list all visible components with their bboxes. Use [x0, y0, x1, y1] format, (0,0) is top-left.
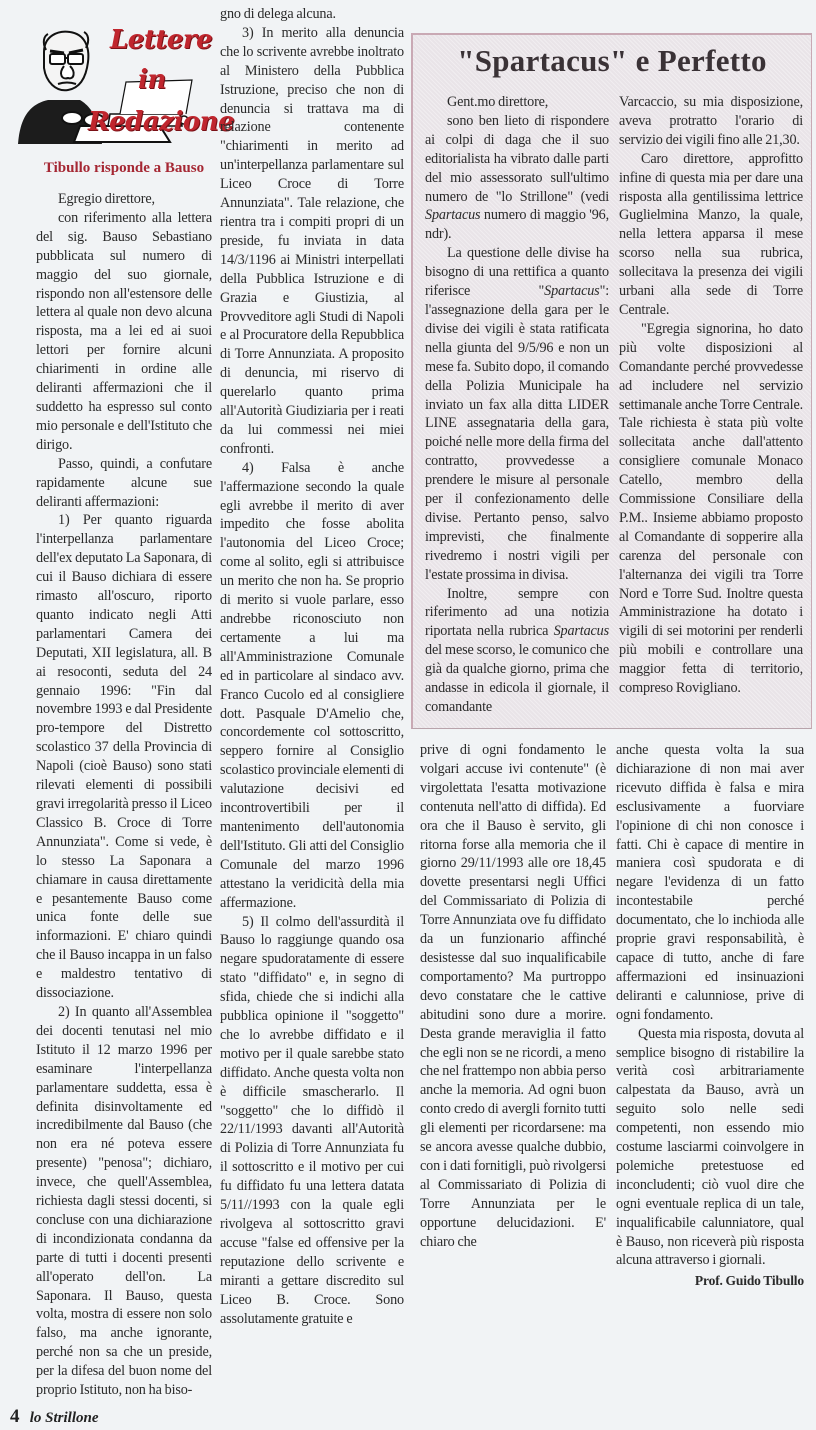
paragraph: 3) In merito alla denuncia che lo scrivente avrebbe inoltrato al Ministero della Pubblica Istruzione, preciso che non di denuncia si trattava ma di relazione contenente "chiarimenti in merito ad un'interpellanza parlamentare sul Liceo Croce di Torre Annunziata". Tale relazione, che rientra tra i compiti propri di un preside, fu inviata in data 14/3/1196 ai Ministri interpellati della Pubblica Istruzione e di Grazia e Giustizia, al Provveditore agli Studi di Napoli e al Procuratore della Repubblica di Torre Annunziata. A proposito di denuncia, mi riservo di querelarlo quanto prima all'Autorità Giudiziaria per i reati da lui commessi nei miei confronti. [220, 24, 404, 457]
section-logo [10, 22, 235, 152]
paragraph: prive di ogni fondamento le volgari accuse ivi contenute" (è virgolettata l'esatta motivazione contenuta nell'atto di diffida). Ed ora che il Bauso è servito, gli ritorna forse alla memoria che il giorno 29/11/1993 alle ore 18,45 dovette presentarsi negli Uffici del Commissariato di Polizia di Torre Annunziata ove fu diffidato da un funzionario affinché desistesse dal suo inqualificabile comportamento? Ma purtroppo devo constatare che le cattive abitudini sono dure a morire. Desta grande meraviglia il fatto che egli non se ne ricordi, a meno che nel frattempo non abbia perso anche la memoria. Ad ogni buon conto credo di avergli fornito tutti gli elementi per ricordarsene: ma se ancora avesse qualche dubbio, con i dati fornitigli, può rivolgersi al Commissariato di Polizia di Torre Annunziata per le opportune delucidazioni. E' chiaro che [420, 742, 606, 1250]
letter-column-4 [616, 741, 804, 1291]
logo-text-in: in [138, 65, 166, 95]
italic-spartacus: Spartacus [425, 207, 481, 224]
spartacus-box [411, 33, 812, 729]
signature: Prof. Guido Tibullo [694, 1273, 804, 1289]
italic-spartacus: Spartacus [553, 623, 609, 640]
box-title: "Spartacus" e Perfetto [457, 43, 767, 78]
paragraph: Questa mia risposta, dovuta al semplice bisogno di ristabilire la verità così arbitrariamente calpestata da Bauso, avrà un seguito solo nelle sedi competenti, non essendo mio costume lasciarmi coinvolgere in polemiche pretestuose ed inconcludenti; ciò vuol dire che ogni eventuale replica di un tale, inqualificabile calunniatore, qual è Bauso, non riceverà più risposta alcuna attraverso i giornali. [616, 1025, 804, 1269]
paragraph: gno di delega alcuna. [220, 6, 336, 22]
article-headline: Tibullo risponde a Bauso [43, 160, 205, 176]
salutation: Gent.mo direttore, [447, 94, 549, 110]
box-column-1 [425, 93, 609, 717]
letter-column-3 [420, 741, 606, 1251]
page-number: 4 [10, 1406, 20, 1427]
paragraph: 5) Il colmo dell'assurdità il Bauso lo raggiunge quando osa negare spudoratamente di essere stato "diffidato" e, in segno di sfida, chiede che si indichi alla pubblica opinione il "soggetto" che lo avrebbe diffidato e il motivo per il quale sarebbe stato diffidato. Anche questa volta non è difficile smascherarlo. Il "soggetto" che lo diffidò il 22/11/1993 davanti all'Autorità di Polizia di Torre Annunziata fu il sottoscritto e il motivo per cui fu diffidato fu una lettera datata 5/11//1993 con la quale egli rivolgeva al sottoscritto gravi accuse "false ed offensive per la reputazione dello scrivente e miranti a gettare discredito sul Liceo B. Croce. Sono assolutamente gratuite e [220, 913, 404, 1327]
paragraph: con riferimento alla lettera del sig. Bauso Sebastiano pubblicata sul numero di maggio del suo giornale, rispondo non all'estensore delle lettera al quale non devo alcuna risposta, ma a lei ed ai suoi lettori per fornire alcuni chiarimenti in ordine alle deliranti affermazioni che il suddetto ha espresso sul conto mio personale e dell'Istituto che dirigo. [36, 209, 212, 453]
magazine-name: lo Strillone [29, 1410, 99, 1426]
letter-column-1 [36, 190, 212, 1400]
page-footer [10, 1406, 99, 1428]
paragraph: 1) Per quanto riguarda l'interpellanza parlamentare dell'ex deputato La Saponara, di cui il Bauso dichiara di essere rimasto all'oscuro, riporto quanto indicato negli Atti parlamentari Camera dei Deputati, XII legislatura, all. B ai resoconti, seduta del 24 gennaio 1996: "Fin dal novembre 1993 e dal Presidente pro-tempore del Distretto scolastico 37 della Provincia di Napoli (cioè Bauso) sono stati rilevati elementi di possibili gravi irregolarità presso il Liceo Classico B. Croce di Torre Annunziata". Come si vede, è lo stesso La Saponara a chiamare in causa direttamente e pesantemente Bauso come unica fonte delle sue informazioni. E' chiaro quindi che il Bauso incappa in un falso e maldestro tentativo di dissociazione. [36, 512, 212, 1002]
paragraph: La questione delle divise ha bisogno di una rettifica a quanto riferisce "Spartacus": l'assegnazione della gara per le divise dei vigili è stata ratificata nella giunta del 9/5/96 e non un mese fa. Subito dopo, il comando della Polizia Municipale ha inviato un fax alla ditta LIDER LINE assegnataria della gara, poiché nelle more della firma del contratto, provvedesse a prendere le misure al personale per il confezionamento delle divise. Pertanto penso, salvo imprevisti, che finalmente rivedremo i nostri vigili per l'estate prossima in divisa. [425, 245, 609, 583]
paragraph: 4) Falsa è anche l'affermazione secondo la quale egli avrebbe il merito di aver impedito che fosse abolita l'autonomia del Liceo Croce; come al solito, egli si attribuisce un merito che non ha. Se proprio di merito si vuole parlare, esso andrebbe riconosciuto non certamente a lui ma all'Amministrazione Comunale ed in particolare al sindaco avv. Franco Cucolo ed al consigliere dott. Pasquale D'Amelio che, concordemente col sottoscritto, seppero fornire al Consiglio scolastico provinciale elementi di valutazione decisivi ed incontrovertibili per il mantenimento dell'autonomia dell'Istituto. Gli atti del Consiglio Comunale del marzo 1996 attestano la veridicità della mia affermazione. [220, 459, 404, 911]
paragraph: 2) In quanto all'Assemblea dei docenti tenutasi nel mio Istituto il 12 marzo 1996 per esaminare l'interpellanza parlamentare suddetta, essa è definita disinvoltamente ed incredibilmente dal Bauso (che non era né poteva essere presente) "penosa"; dichiaro, invece, che quell'Assemblea, richiesta dagli stessi docenti, si concluse con una dichiarazione di incondizionata condanna da parte di tutti i docenti presenti all'operato dell'on. La Saponara. Il Bauso, questa volta, mostra di essere non solo falso, ma anche ignorante, perché non sa che un preside, per la difesa del buon nome del proprio Istituto, non ha biso- [36, 1003, 212, 1399]
paragraph: Varcaccio, su mia disposizione, aveva protratto l'orario di servizio dei vigili fino alle 21,30. [619, 94, 803, 148]
logo-text-redazione: Redazione [88, 107, 235, 137]
paragraph: Passo, quindi, a confutare rapidamente alcune sue deliranti affermazioni: [36, 455, 212, 510]
paragraph: sono ben lieto di rispondere ai colpi di daga che il suo editorialista ha vibrato dalle parti del mio assessorato sull'ultimo numero de "lo Strillone" (vedi Spartacus numero di maggio '96, ndr). [425, 112, 609, 243]
paragraph: Caro direttore, approfitto infine di questa mia per dare una risposta alla gentilissima lettrice Guglielmina Manzo, la quale, nella lettera apparsa il mese scorso nella sua rubrica, sollecitava la presenza dei vigili urbani alla sede di Torre Centrale. [619, 150, 803, 318]
paragraph: anche questa volta la sua dichiarazione di non mai aver ricevuto diffida è falsa e mira esclusivamente a fuorviare l'opinione di chi non conosce i fatti. Chi è capace di mentire in maniera così spudorata e di negare l'evidenza di un fatto incontestabile perché documentato, che lo inchioda alle proprie gravi responsabilità, è capace di tutto, anche di fare affermazioni ed insinuazioni deliranti e calunniose, prive di ogni fondamento. [616, 742, 804, 1023]
salutation: Egregio direttore, [58, 191, 155, 207]
letter-column-2 [220, 5, 404, 1328]
paragraph: Inoltre, sempre con riferimento ad una notizia riportata nella rubrica Spartacus del mese scorso, le comunico che già da qualche giorno, prima che andasse in edicola il giornale, il comandante [425, 585, 609, 715]
box-column-2 [619, 93, 803, 698]
logo-text-lettere: Lettere [110, 25, 213, 55]
paragraph: "Egregia signorina, ho dato più volte disposizioni al Comandante perché provvedesse ad includere nel servizio settimanale anche Torre Centrale. Tale richiesta è stata più volte sollecitata anche dall'attento consigliere comunale Monaco Catello, membro della Commissione Consiliare della P.M.. Insieme abbiamo proposto al Comandante di sopperire alla carenza del personale con l'alternanza dei vigili tra Torre Nord e Torre Sud. Inoltre questa Amministrazione ha dotato i vigili di sei motorini per renderli più mobili e controllare una maggior fetta di territorio, compreso Rovigliano. [619, 320, 803, 697]
italic-spartacus: Spartacus [544, 283, 600, 300]
